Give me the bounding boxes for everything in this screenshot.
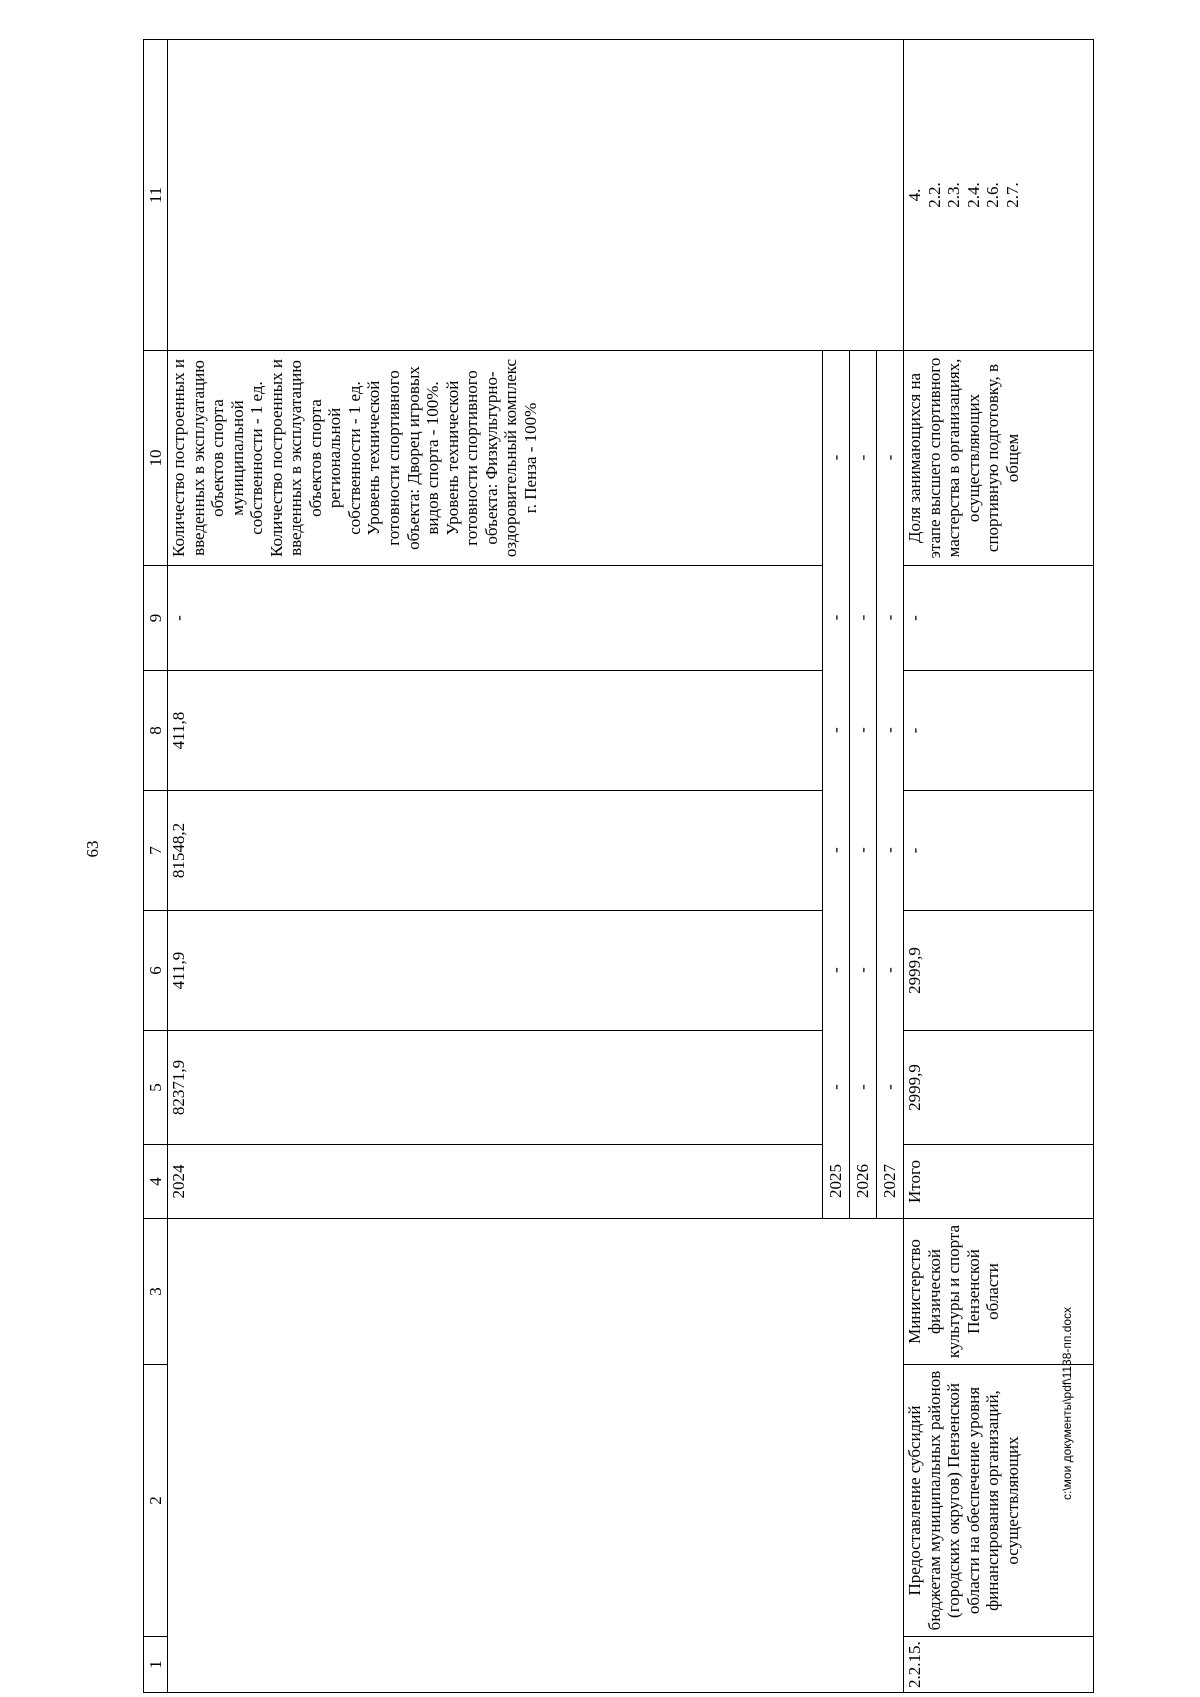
years-subtable <box>823 350 903 1218</box>
goal-ref: 2.3. <box>944 182 964 208</box>
cell-col-5: - <box>823 1030 850 1144</box>
cell-col-5: 82371,9 <box>168 1031 823 1145</box>
year-cell: Итого <box>904 1145 1094 1219</box>
cell-col-9: - <box>880 614 900 621</box>
indicator-text: Доля занимающихся на этапе высшего спортивного мастерства в организациях, осуществляющих спортивную подготовку, в общем <box>904 351 1094 566</box>
cell-col-6: - <box>880 967 900 973</box>
cell-col-8: - <box>880 727 900 733</box>
header-col-9: 9 <box>144 566 168 671</box>
cell-col-8: - <box>850 670 877 790</box>
measure-name: Предоставление субсидий бюджетам муниципальных районов (городских округов) Пензенской области на обеспечение уровня финансирования организаций, осуществляющих <box>904 1365 1094 1637</box>
cell-col-7: - <box>850 790 877 910</box>
table-row <box>877 350 904 1218</box>
goal-ref: 2.7. <box>1002 182 1022 208</box>
header-col-11: 11 <box>144 40 168 351</box>
goal-ref: 2.4. <box>963 182 983 208</box>
header-col-10: 10 <box>144 351 168 566</box>
executor-name: Министерство физической культуры и спорта Пензенской области <box>904 1219 1094 1365</box>
cell-col-8: - <box>904 671 1094 791</box>
cell-col-5: 2999,9 <box>904 1031 1094 1145</box>
file-path-footer: c:\мои документы\pdf\1138-пп.docx <box>1060 1306 1074 1500</box>
year-cell: 2026 <box>850 1144 877 1218</box>
years-subtable-cell <box>823 351 904 1219</box>
cell-col-6: 411,9 <box>168 911 823 1031</box>
header-col-3: 3 <box>144 1219 168 1365</box>
cell-col-11-empty <box>168 40 904 351</box>
cell-col-9: - <box>850 565 877 670</box>
header-col-8: 8 <box>144 671 168 791</box>
cell-col-6: - <box>823 910 850 1030</box>
program-table <box>143 39 1094 1693</box>
cell-col-10: - <box>823 350 850 565</box>
cell-col-8: - <box>823 670 850 790</box>
row-number: 2.2.15. <box>904 1637 1094 1693</box>
cell-col-6: 2999,9 <box>904 911 1094 1031</box>
cell-col-5: - <box>850 1030 877 1144</box>
cell-col-10: - <box>850 350 877 565</box>
header-col-1: 1 <box>144 1637 168 1693</box>
goal-ref: 2.6. <box>983 182 1003 208</box>
cell-col-7: 81548,2 <box>168 791 823 911</box>
cell-col-7: - <box>823 790 850 910</box>
goal-ref: 4. <box>905 188 924 202</box>
table-row-continued <box>168 40 823 1693</box>
table-row <box>823 350 850 1218</box>
indicator-text: Количество построенных и введенных в эксплуатацию объектов спорта муниципальной собственности - 1 ед. Количество построенных и введенных в эксплуатацию объектов спорта региональной собственности - 1 ед. Уровень технической готовности спортивного объекта: Дворец игровых видов спорта - 100%. Уровень технической готовности спортивного объекта: Физкультурно-оздоровительный комплекс г. Пенза - 100% <box>168 351 823 566</box>
header-col-7: 7 <box>144 791 168 911</box>
cell-col-6: - <box>850 910 877 1030</box>
cell-col-7: - <box>880 847 900 853</box>
rotated-table-wrapper <box>143 40 1092 1693</box>
table-row <box>850 350 877 1218</box>
header-col-2: 2 <box>144 1365 168 1637</box>
goal-ref: 2.2. <box>924 182 944 208</box>
cell-col-9: - <box>168 566 823 671</box>
cell-col-10: - <box>880 454 900 461</box>
merged-empty-cell <box>168 1219 823 1693</box>
table-frame <box>143 40 1092 1693</box>
cell-col-5: - <box>880 1084 900 1090</box>
header-col-6: 6 <box>144 911 168 1031</box>
goal-refs <box>904 40 1094 351</box>
page-number: 63 <box>83 840 102 858</box>
header-row <box>144 40 168 1693</box>
year-cell: 2027 <box>880 1164 900 1198</box>
header-col-4: 4 <box>144 1145 168 1219</box>
year-cell: 2025 <box>823 1144 850 1218</box>
year-cell: 2024 <box>168 1145 823 1219</box>
cell-col-7: - <box>904 791 1094 911</box>
cell-col-9: - <box>904 566 1094 671</box>
cell-col-9: - <box>823 565 850 670</box>
merged-empty-cell-lower <box>823 1219 904 1693</box>
cell-col-8: 411,8 <box>168 671 823 791</box>
header-col-5: 5 <box>144 1031 168 1145</box>
